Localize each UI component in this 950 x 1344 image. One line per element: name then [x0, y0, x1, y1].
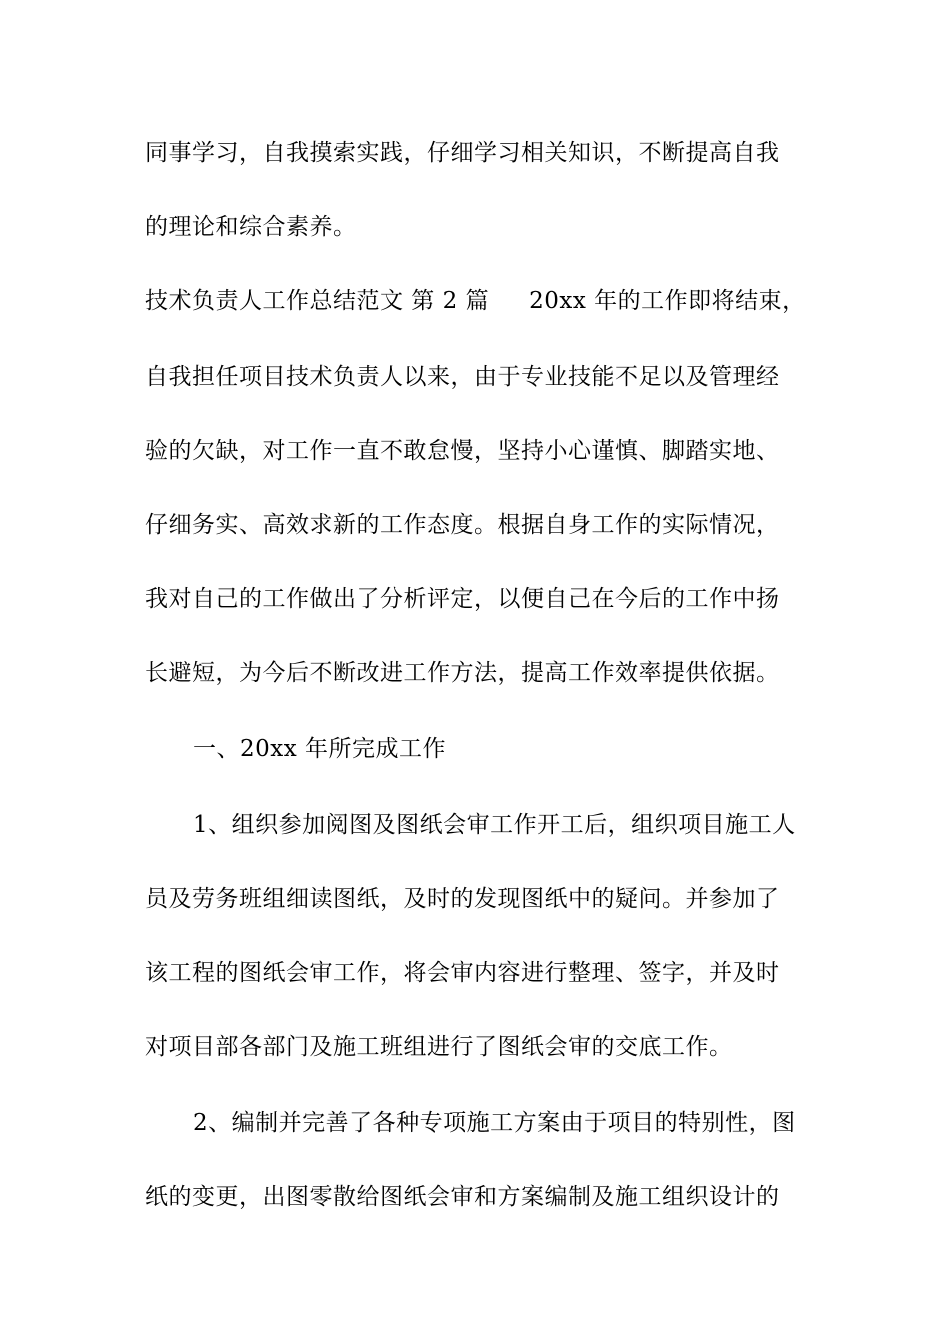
section-heading: 一、20xx 年所完成工作 [193, 736, 447, 762]
paragraph-line: 验的欠缺，对工作一直不敢怠慢，坚持小心谨慎、脚踏实地、 [145, 438, 780, 464]
paragraph-line: 纸的变更，出图零散给图纸会审和方案编制及施工组织设计的 [145, 1184, 780, 1210]
article-title: 技术负责人工作总结范文 第 2 篇 [145, 288, 490, 314]
paragraph-line: 长避短，为今后不断改进工作方法，提高工作效率提供依据。 [145, 660, 780, 686]
paragraph-start: 20xx 年的工作即将结束， [529, 288, 806, 314]
paragraph-line: 对项目部各部门及施工班组进行了图纸会审的交底工作。 [145, 1034, 733, 1060]
paragraph-line: 自我担任项目技术负责人以来，由于专业技能不足以及管理经 [145, 364, 780, 390]
paragraph-line: 我对自己的工作做出了分析评定，以便自己在今后的工作中扬 [145, 586, 780, 612]
section-heading-line [145, 286, 815, 316]
paragraph-line: 1、组织参加阅图及图纸会审工作开工后，组织项目施工人 [193, 812, 796, 838]
paragraph-line: 员及劳务班组细读图纸，及时的发现图纸中的疑问。并参加了 [145, 886, 780, 912]
paragraph-line: 该工程的图纸会审工作，将会审内容进行整理、签字，并及时 [145, 960, 780, 986]
paragraph-line: 2、编制并完善了各种专项施工方案由于项目的特别性，图 [193, 1110, 796, 1136]
paragraph-line: 仔细务实、高效求新的工作态度。根据自身工作的实际情况， [145, 512, 780, 538]
paragraph-line: 同事学习，自我摸索实践，仔细学习相关知识，不断提高自我 [145, 140, 780, 166]
paragraph-line: 的理论和综合素养。 [145, 214, 357, 240]
